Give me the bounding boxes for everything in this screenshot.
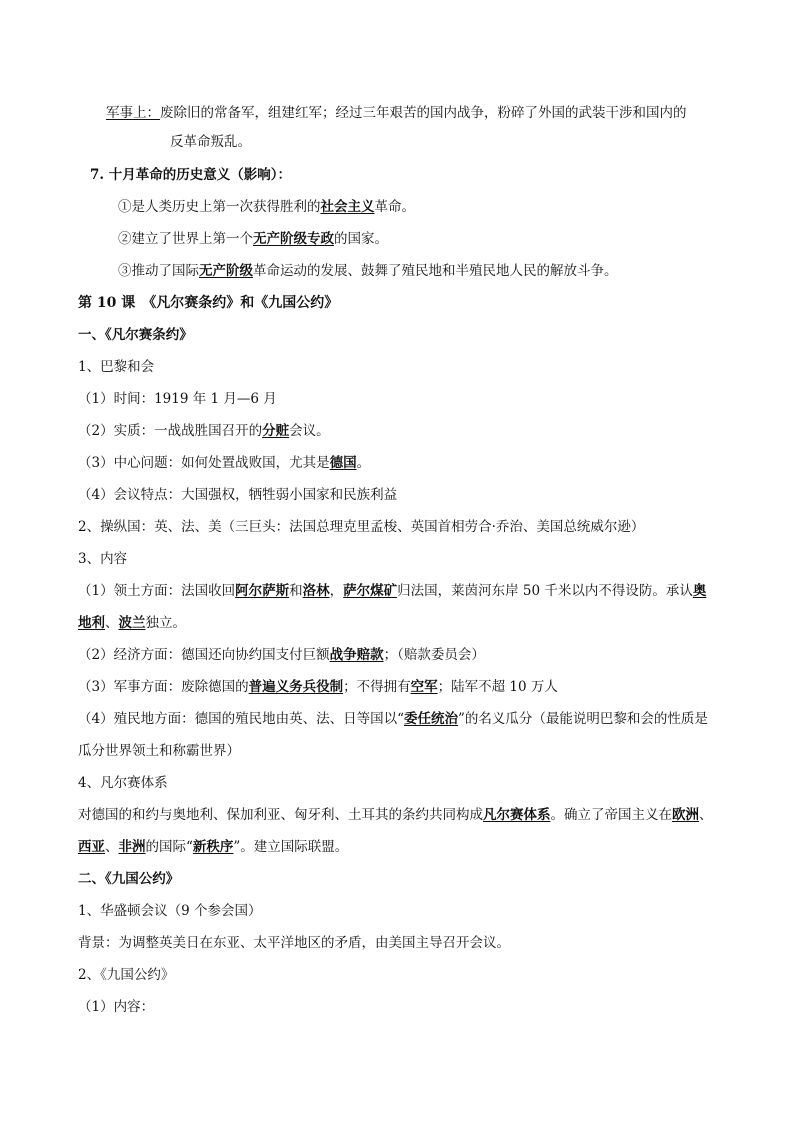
conference-central-issue: （3）中心问题：如何处置战败国，尤其是德国。	[78, 455, 371, 471]
paris-conference-heading: 1、巴黎和会	[78, 359, 155, 375]
military-label: 军事上：	[106, 105, 160, 121]
conference-essence: （2）实质：一战战胜国召开的分赃会议。	[78, 423, 330, 439]
versailles-system-text: 对德国的和约与奥地利、保加利亚、匈牙利、土耳其的条约共同构成凡尔赛体系。确立了帝国主义在欧洲、	[78, 807, 713, 823]
answer-austria-start: 奥	[692, 583, 707, 599]
answer-conscription: 普遍义务兵役制	[248, 679, 344, 695]
nine-power-treaty-heading: 2、《九国公约》	[78, 967, 175, 983]
answer-saar: 萨尔煤矿	[343, 583, 398, 599]
answer-poland: 波兰	[118, 615, 146, 631]
section-heading-significance: 7. 十月革命的历史意义（影响）：	[90, 167, 292, 183]
territory-clause-cont: 地利、波兰独立。	[78, 615, 186, 631]
military-clause: （3）军事方面：废除德国的普遍义务兵役制；不得拥有空军；陆军不超 10 万人	[78, 679, 558, 695]
significance-item-3: ③推动了国际无产阶级革命运动的发展、鼓舞了殖民地和半殖民地人民的解放斗争。	[118, 263, 618, 279]
answer-mandate: 委任统治	[404, 711, 458, 727]
answer-lorraine: 洛林	[302, 583, 330, 599]
colony-clause-cont: 瓜分世界领土和称霸世界）	[78, 743, 240, 759]
answer-socialism: 社会主义	[320, 199, 375, 215]
economy-clause: （2）经济方面：德国还向协约国支付巨额战争赔款；（赔款委员会）	[78, 647, 485, 663]
military-line	[106, 103, 687, 123]
part-one-heading: 一、《凡尔赛条约》	[78, 327, 193, 343]
answer-new-order: 新秩序	[192, 839, 234, 855]
military-line-cont: 反革命叛乱。	[170, 134, 251, 150]
answer-reparations: 战争赔款	[329, 647, 384, 663]
answer-west-asia: 西亚	[78, 839, 105, 855]
answer-spoils: 分赃	[262, 423, 290, 439]
lesson-title: 第 10 课 《凡尔赛条约》和《九国公约》	[78, 295, 339, 311]
washington-conference-heading: 1、华盛顿会议（9 个参会国）	[78, 903, 262, 919]
answer-proletarian-dictatorship: 无产阶级专政	[253, 231, 334, 247]
washington-background: 背景：为调整英美日在东亚、太平洋地区的矛盾，由美国主导召开会议。	[78, 935, 510, 951]
part-two-heading: 二、《九国公约》	[78, 871, 180, 887]
versailles-system-heading: 4、凡尔赛体系	[78, 775, 168, 791]
military-text: 废除旧的常备军，组建红军；经过三年艰苦的国内战争，粉碎了外国的武装干涉和国内的	[160, 105, 687, 121]
content-heading: 3、内容	[78, 551, 128, 567]
conference-time: （1）时间：1919 年 1 月—6 月	[78, 391, 277, 407]
versailles-system-text-cont: 西亚、非洲的国际“新秩序”。建立国际联盟。	[78, 839, 349, 855]
answer-germany: 德国	[329, 455, 357, 471]
answer-austria-end: 地利	[78, 615, 105, 631]
significance-item-2: ②建立了世界上第一个无产阶级专政的国家。	[118, 231, 388, 247]
answer-proletariat: 无产阶级	[199, 263, 253, 279]
treaty-content-heading: （1）内容：	[78, 999, 155, 1015]
colony-clause: （4）殖民地方面：德国的殖民地由英、法、日等国以“委任统治”的名义瓜分（最能说明巴黎和会的性质是	[78, 711, 708, 727]
controlling-nations: 2、操纵国：英、法、美（三巨头：法国总理克里孟梭、英国首相劳合·乔治、美国总统威尔逊）	[78, 519, 645, 535]
answer-europe: 欧洲	[672, 807, 699, 823]
territory-clause: （1）领土方面：法国收回阿尔萨斯和洛林，萨尔煤矿归法国，莱茵河东岸 50 千米以内不得设防。承认奥	[78, 583, 707, 599]
conference-features: （4）会议特点：大国强权，牺牲弱小国家和民族利益	[78, 487, 398, 503]
significance-item-1: ①是人类历史上第一次获得胜利的社会主义革命。	[118, 199, 415, 215]
answer-versailles-system: 凡尔赛体系	[483, 807, 551, 823]
answer-alsace: 阿尔萨斯	[235, 583, 290, 599]
answer-africa: 非洲	[118, 839, 146, 855]
answer-air-force: 空军	[410, 679, 438, 695]
